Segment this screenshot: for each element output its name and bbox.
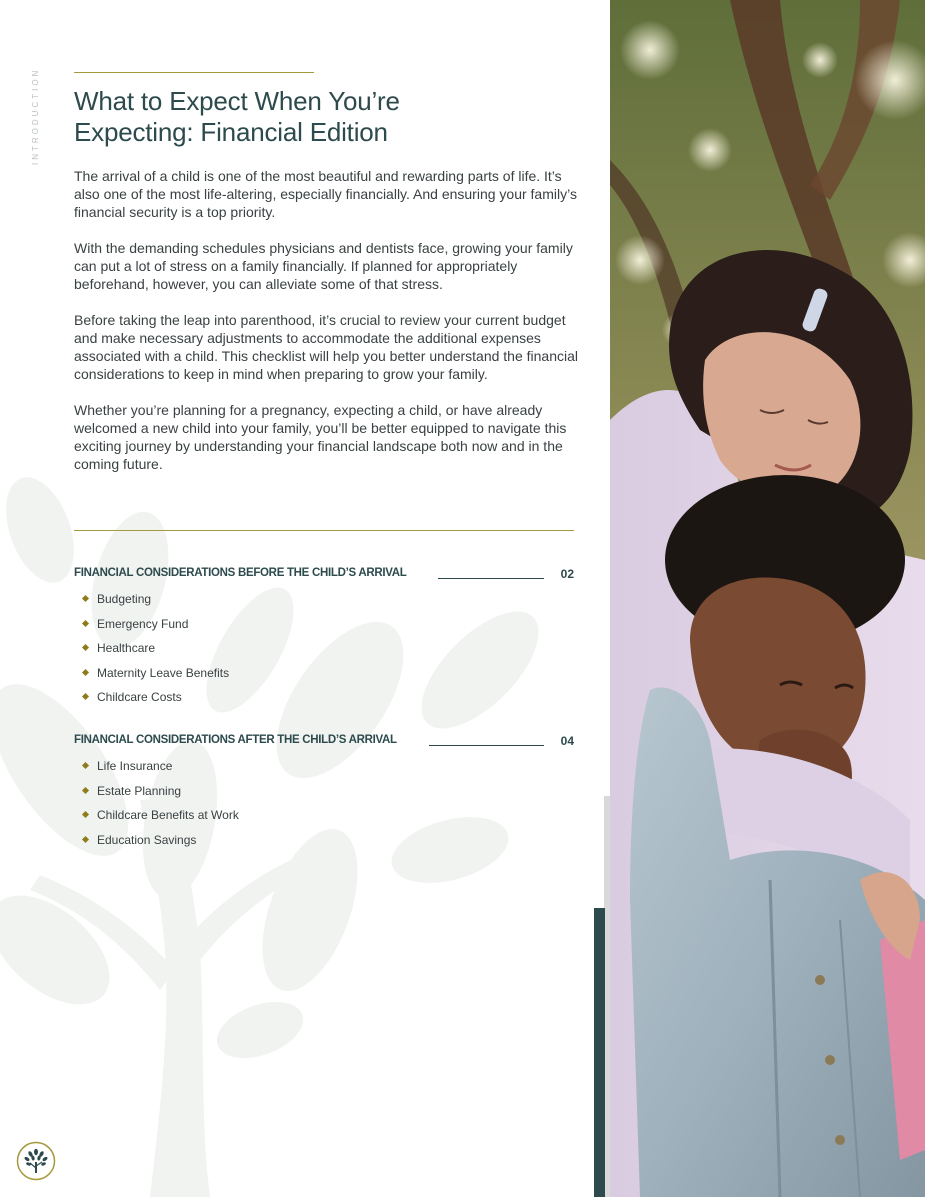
list-item-label: Estate Planning bbox=[97, 783, 182, 798]
intro-paragraph: With the demanding schedules physicians and dentists face, growing your family can put a lot of stress on a family financially. If planned for appropriately beforehand, however, you can alleviate some of that stress. bbox=[74, 240, 573, 292]
toc-leader-line bbox=[429, 745, 544, 746]
toc-list bbox=[74, 758, 574, 856]
diamond-bullet-icon bbox=[82, 595, 89, 602]
list-item bbox=[74, 665, 574, 690]
list-item bbox=[74, 832, 574, 857]
accent-bar-dark bbox=[594, 908, 605, 1197]
intro-paragraph: Before taking the leap into parenthood, it’s crucial to review your current budget and make necessary adjustments to accommodate the additional expenses associated with a child. This checklist will help you better understand the financial considerations to keep in mind when preparing to grow your family. bbox=[74, 312, 579, 382]
diamond-bullet-icon bbox=[82, 787, 89, 794]
diamond-bullet-icon bbox=[82, 620, 89, 627]
toc-page-number[interactable]: 02 bbox=[560, 567, 574, 581]
list-item-label: Life Insurance bbox=[97, 759, 173, 773]
intro-paragraph: The arrival of a child is one of the most beautiful and rewarding parts of life. It’s also one of the most life-altering, especially financially. And ensuring your family’s financial security is a top priority. bbox=[74, 168, 577, 220]
diamond-bullet-icon bbox=[82, 693, 89, 700]
intro-body bbox=[74, 167, 584, 491]
list-item bbox=[74, 783, 574, 808]
toc-heading-title[interactable]: FINANCIAL CONSIDERATIONS AFTER THE CHILD’S ARRIVAL bbox=[74, 734, 397, 746]
diamond-bullet-icon bbox=[82, 811, 89, 818]
diamond-bullet-icon bbox=[82, 669, 89, 676]
list-item-label: Maternity Leave Benefits bbox=[97, 665, 230, 680]
list-item-label: Childcare Costs bbox=[97, 690, 182, 705]
intro-paragraph: Whether you’re planning for a pregnancy, expecting a child, or have already welcomed a new child into your family, you’ll be better equipped to navigate this exciting journey by understanding your financial landscape both now and in the coming future. bbox=[74, 402, 567, 472]
toc-section-after bbox=[74, 734, 574, 856]
list-item bbox=[74, 591, 574, 616]
diamond-bullet-icon bbox=[82, 836, 89, 843]
toc-list bbox=[74, 591, 574, 714]
tree-logo-icon bbox=[16, 1141, 56, 1181]
list-item bbox=[74, 689, 574, 714]
page-title: What to Expect When You’re Expecting: Financial Edition bbox=[74, 86, 400, 147]
toc-heading[interactable] bbox=[74, 567, 574, 583]
list-item bbox=[74, 807, 574, 832]
list-item bbox=[74, 616, 574, 641]
list-item-label: Education Savings bbox=[97, 832, 197, 847]
toc-heading[interactable] bbox=[74, 734, 574, 750]
list-item-label: Emergency Fund bbox=[97, 616, 189, 631]
toc-leader-line bbox=[438, 578, 544, 579]
toc-page-number[interactable]: 04 bbox=[560, 734, 574, 748]
list-item-label: Budgeting bbox=[97, 592, 152, 606]
toc-divider bbox=[74, 530, 574, 531]
diamond-bullet-icon bbox=[82, 762, 89, 769]
toc-section-before bbox=[74, 567, 574, 714]
list-item bbox=[74, 640, 574, 665]
list-item-label: Childcare Benefits at Work bbox=[97, 808, 239, 823]
title-rule bbox=[74, 72, 314, 73]
list-item-label: Healthcare bbox=[97, 641, 156, 656]
toc-heading-title[interactable]: FINANCIAL CONSIDERATIONS BEFORE THE CHILD’S ARRIVAL bbox=[74, 567, 407, 579]
section-side-label: INTRODUCTION bbox=[31, 68, 40, 166]
mother-daughter-photo bbox=[610, 0, 925, 1197]
list-item bbox=[74, 758, 574, 783]
diamond-bullet-icon bbox=[82, 644, 89, 651]
